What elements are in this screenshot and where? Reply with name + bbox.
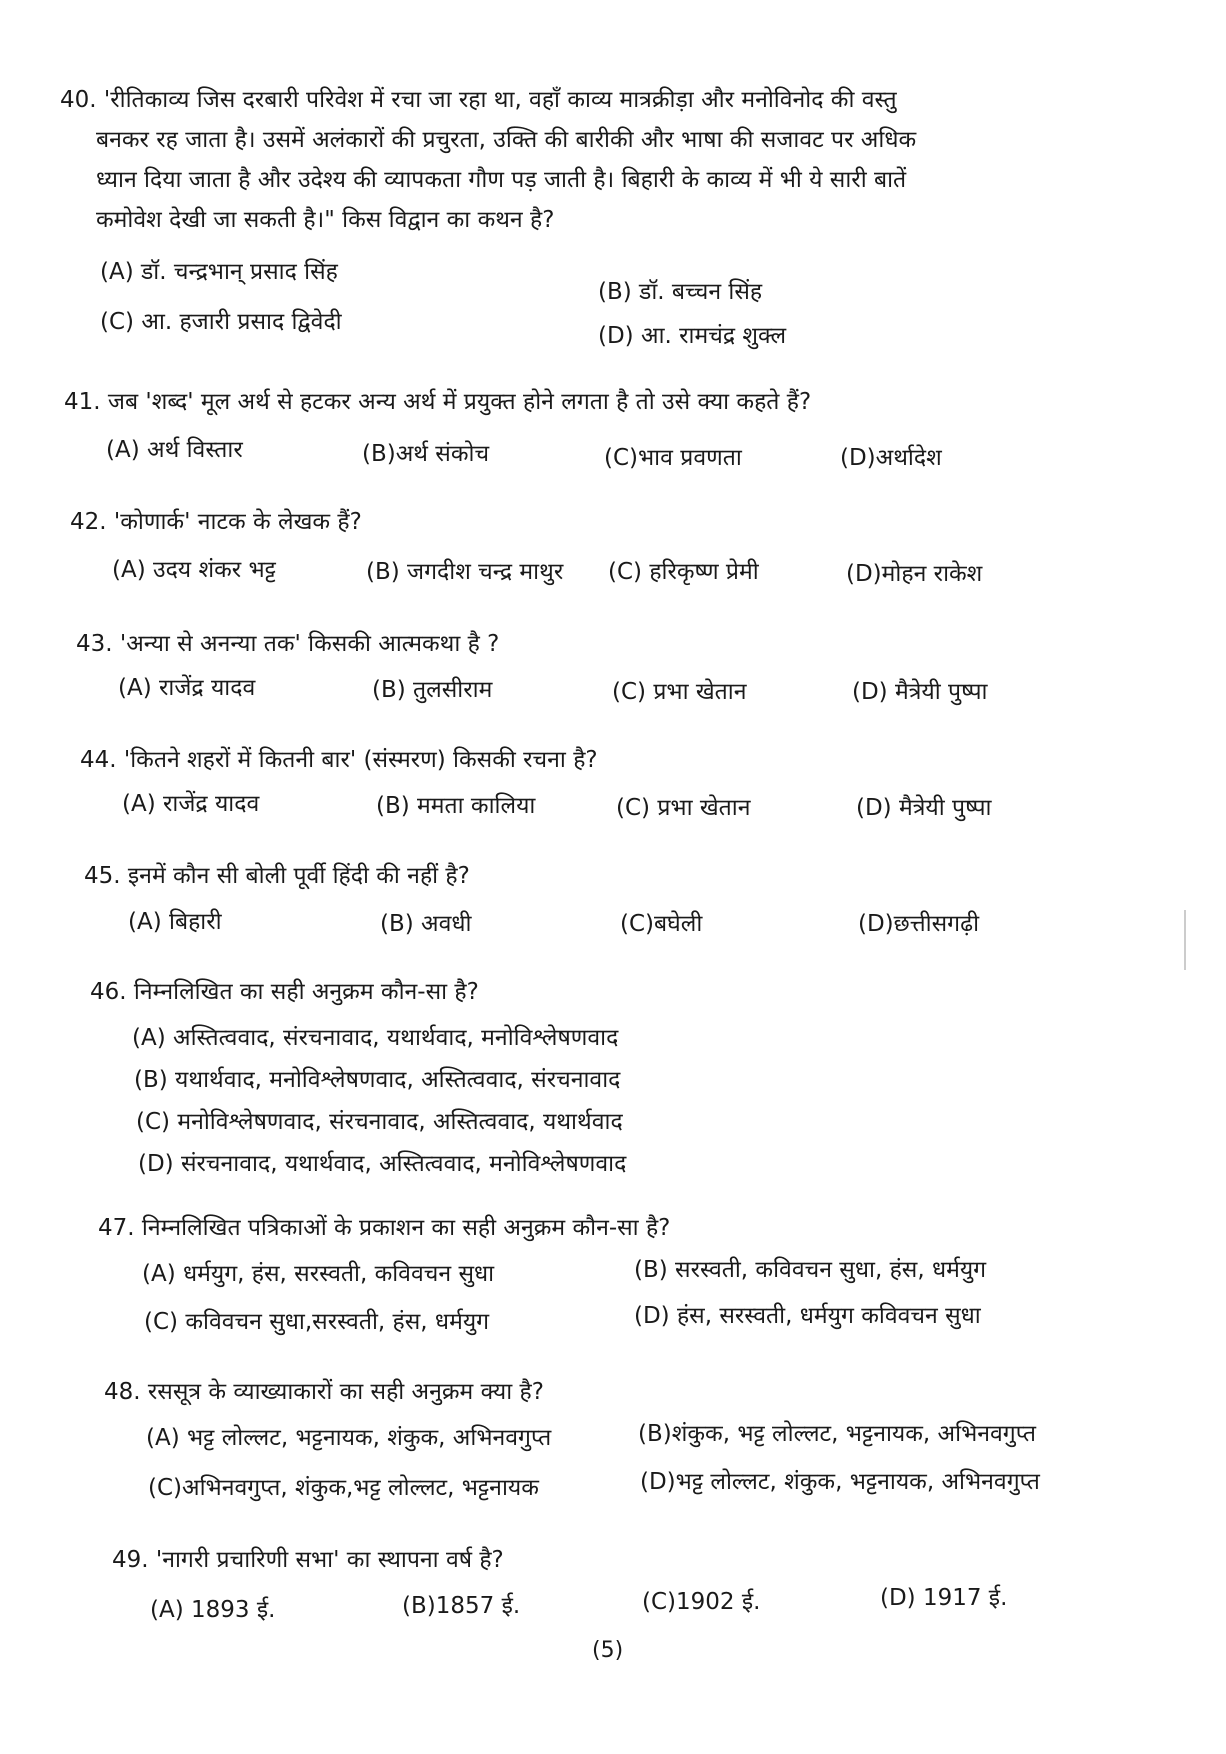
question-text: 'अन्या से अनन्या तक' किसकी आत्मकथा है ? [119,631,500,657]
option-a: (A) धर्मयुग, हंस, सरस्वती, कविवचन सुधा [142,1261,495,1287]
option-d: (D)भट्ट लोल्लट, शंकुक, भट्टनायक, अभिनवगुप्त [640,1469,1040,1495]
question-line: बनकर रह जाता है। उसमें अलंकारों की प्रचुरता, उक्ति की बारीकी और भाषा की सजावट पर अधिक [96,127,917,153]
option-d: (D)अर्थादेश [840,445,942,471]
question-42 [70,502,362,542]
option-a: (A) राजेंद्र यादव [122,791,260,817]
question-41 [64,382,811,422]
option-a: (A) बिहारी [128,909,222,935]
option-c: (C) कविवचन सुधा,सरस्वती, हंस, धर्मयुग [144,1309,490,1335]
option-c: (C)बघेली [620,911,703,937]
question-text: 'कोणार्क' नाटक के लेखक हैं? [113,509,362,535]
option-b: (B) डॉ. बच्चन सिंह [598,279,763,305]
question-text: निम्नलिखित पत्रिकाओं के प्रकाशन का सही अनुक्रम कौन-सा है? [141,1215,671,1241]
option-b: (B)अर्थ संकोच [362,441,490,467]
page-number: (5) [592,1638,624,1663]
question-number: 42. [70,509,107,535]
option-a: (A) उदय शंकर भट्ट [112,557,276,583]
question-number: 40. [60,87,97,113]
question-line [60,80,916,120]
question-text: रससूत्र के व्याख्याकारों का सही अनुक्रम क्या है? [147,1379,544,1405]
question-number: 48. [104,1379,141,1405]
option-c: (C) प्रभा खेतान [612,679,747,705]
option-a: (A) डॉ. चन्द्रभान् प्रसाद सिंह [100,259,338,285]
question-number: 41. [64,389,101,415]
question-text: 'नागरी प्रचारिणी सभा' का स्थापना वर्ष है? [155,1547,504,1573]
option-b: (B) सरस्वती, कविवचन सुधा, हंस, धर्मयुग [634,1257,987,1283]
option-c: (C) मनोविश्लेषणवाद, संरचनावाद, अस्तित्ववाद, यथार्थवाद [136,1109,623,1135]
option-d: (D)छत्तीसगढ़ी [858,911,980,937]
question-45 [84,856,470,896]
option-b: (B) जगदीश चन्द्र माथुर [366,559,564,585]
question-46 [90,972,479,1012]
option-d: (D) 1917 ई. [880,1585,1008,1611]
question-47 [98,1208,670,1248]
scan-mark [1184,910,1186,970]
option-b: (B) तुलसीराम [372,677,493,703]
option-b: (B) ममता कालिया [376,793,536,819]
question-number: 49. [112,1547,149,1573]
option-c: (C) प्रभा खेतान [616,795,751,821]
option-a: (A) राजेंद्र यादव [118,675,256,701]
question-text: जब 'शब्द' मूल अर्थ से हटकर अन्य अर्थ में प्रयुक्त होने लगता है तो उसे क्या कहते हैं? [107,389,812,415]
question-48 [104,1372,544,1412]
question-49 [112,1540,504,1580]
option-d: (D) हंस, सरस्वती, धर्मयुग कविवचन सुधा [634,1303,981,1329]
question-number: 46. [90,979,127,1005]
question-number: 43. [76,631,113,657]
question-number: 45. [84,863,121,889]
option-a: (A) अर्थ विस्तार [106,437,243,463]
option-d: (D) मैत्रेयी पुष्पा [856,795,992,821]
option-c: (C)भाव प्रवणता [604,445,742,471]
option-b: (B)शंकुक, भट्ट लोल्लट, भट्टनायक, अभिनवगुप्त [638,1421,1036,1447]
option-b: (B) अवधी [380,911,472,937]
option-d: (D) संरचनावाद, यथार्थवाद, अस्तित्ववाद, मनोविश्लेषणवाद [138,1151,627,1177]
option-a: (A) अस्तित्ववाद, संरचनावाद, यथार्थवाद, मनोविश्लेषणवाद [132,1025,619,1051]
option-d: (D)मोहन राकेश [846,561,983,587]
option-b: (B)1857 ई. [402,1593,521,1619]
option-c: (C) हरिकृष्ण प्रेमी [608,559,759,585]
question-text: 'रीतिकाव्य जिस दरबारी परिवेश में रचा जा रहा था, वहाँ काव्य मात्रक्रीड़ा और मनोविनोद की वस्तु [103,87,897,113]
question-text: इनमें कौन सी बोली पूर्वी हिंदी की नहीं है? [127,863,470,889]
question-44 [80,740,598,780]
option-d: (D) मैत्रेयी पुष्पा [852,679,988,705]
question-text: 'कितने शहरों में कितनी बार' (संस्मरण) किसकी रचना है? [123,747,598,773]
question-line: कमोवेश देखी जा सकती है।" किस विद्वान का कथन है? [96,207,555,233]
option-d: (D) आ. रामचंद्र शुक्ल [598,323,787,349]
option-a: (A) 1893 ई. [150,1597,276,1623]
question-40 [60,80,916,240]
question-text: निम्नलिखित का सही अनुक्रम कौन-सा है? [133,979,479,1005]
option-b: (B) यथार्थवाद, मनोविश्लेषणवाद, अस्तित्ववाद, संरचनावाद [134,1067,621,1093]
question-number: 47. [98,1215,135,1241]
question-43 [76,624,499,664]
option-c: (C)1902 ई. [642,1589,761,1615]
option-c: (C) आ. हजारी प्रसाद द्विवेदी [100,309,342,335]
option-c: (C)अभिनवगुप्त, शंकुक,भट्ट लोल्लट, भट्टनायक [148,1475,539,1501]
question-line: ध्यान दिया जाता है और उदेश्य की व्यापकता गौण पड़ जाती है। बिहारी के काव्य में भी ये सारी बातें [96,167,907,193]
question-number: 44. [80,747,117,773]
option-a: (A) भट्ट लोल्लट, भट्टनायक, शंकुक, अभिनवगुप्त [146,1425,552,1451]
